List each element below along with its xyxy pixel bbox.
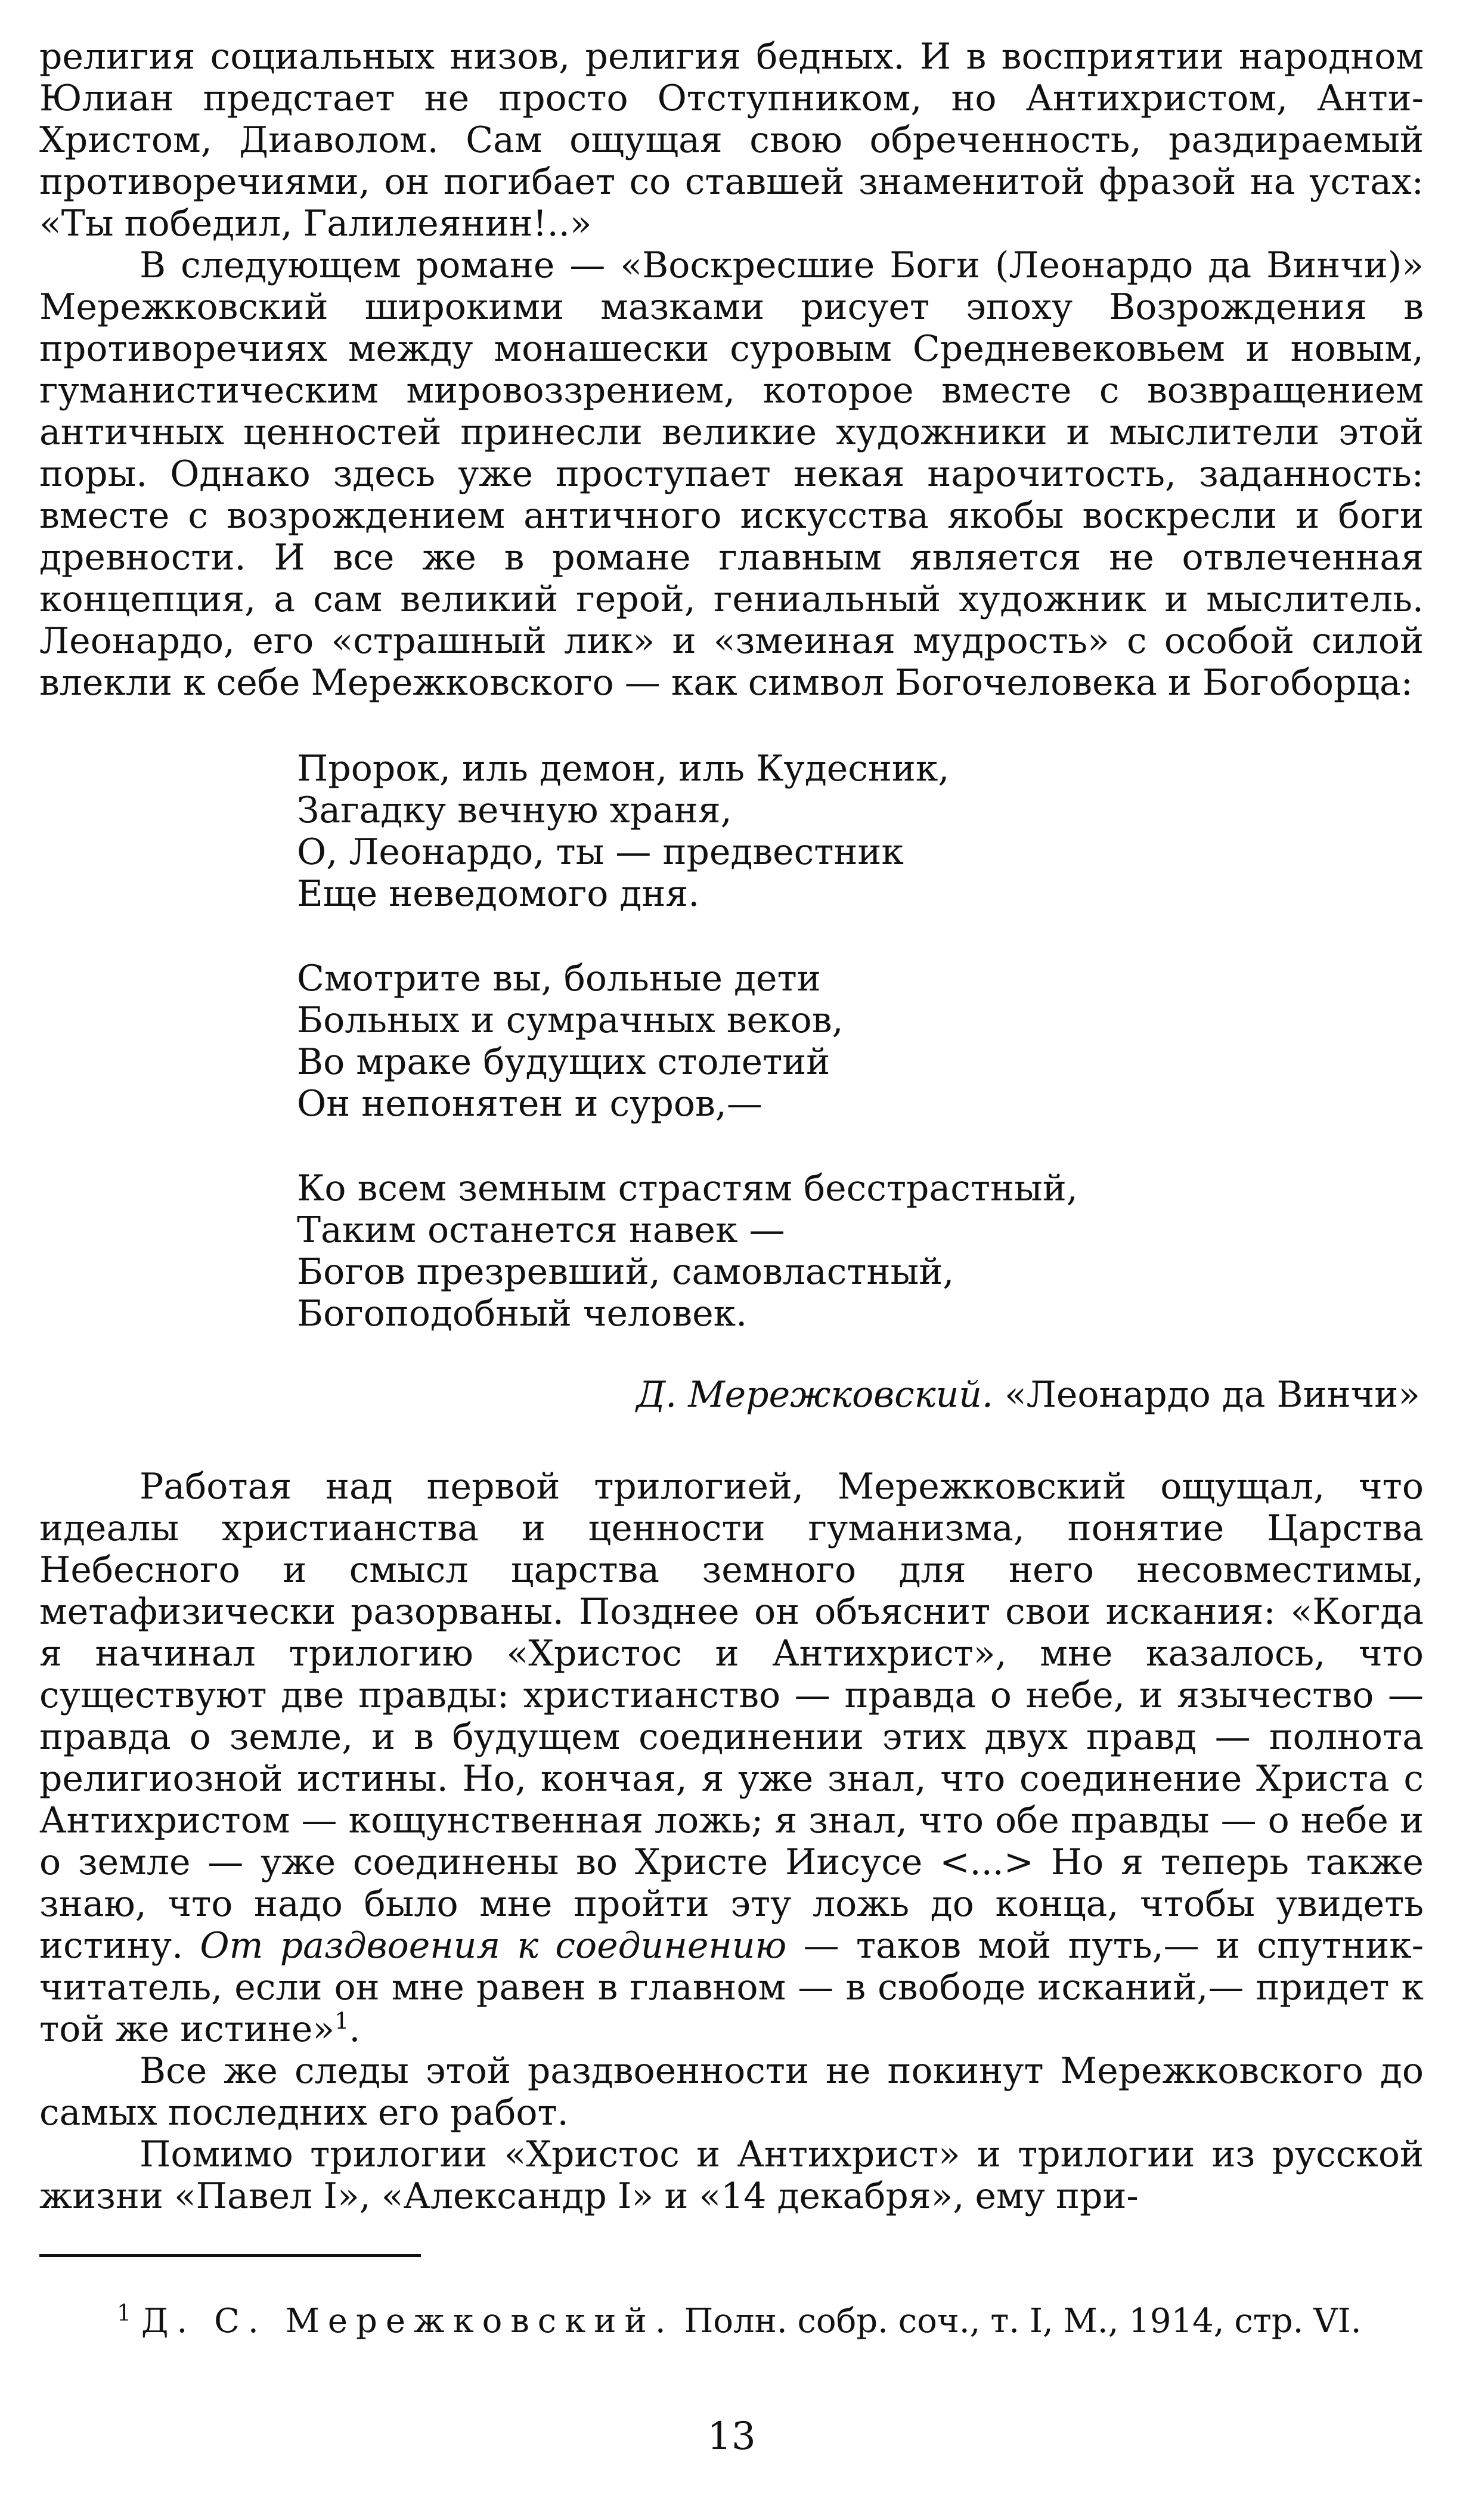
poem-line: Ко всем земным страстям бесстрастный, [297, 1168, 1078, 1209]
poem-line: Еще неведомого дня. [297, 873, 700, 915]
footnote-author: Д. С. Мережковский. [141, 2302, 674, 2341]
paragraph-4: Все же следы этой раздвоенности не покинут Мережковского до самых последних его работ. [39, 2050, 1424, 2134]
poem-line: Во мраке будущих столетий [297, 1041, 830, 1083]
paragraph-2: В следующем романе — «Воскресшие Боги (Леонардо да Винчи)» Мережковский широкими мазками рисует эпоху Возрождения в противоречиях между монашески суровым Средневековьем и новым, гуманистическим мировоззрением, которое вместе с возвращением античных ценностей принесли великие художники и мыслители этой поры. Однако здесь уже проступает некая нарочитость, заданность: вместе с возрождением античного искусства якобы воскресли и боги древности. И все же в романе главным является не отвлеченная концепция, а сам великий герой, гениальный художник и мыслитель. Леонардо, его «страшный лик» и «змеиная мудрость» с особой силой влекли к себе Мережковского — как символ Богочеловека и Богоборца: [39, 244, 1424, 704]
footnote-marker: 1 [117, 2299, 132, 2326]
paragraph-3-text-a: Работая над первой трилогией, Мережковский ощущал, что идеалы христианства и ценности гуманизма, понятие Царства Небесного и смысл царства земного для него несовместимы, метафизически разорваны. Позднее он объяснит свои искания: «Когда я начинал трилогию «Христос и Антихрист», мне казалось, что существуют две правды: христианство — правда о небе, и язычество — правда о земле, и в будущем соединении этих двух правд — полнота религиозной истины. Но, кончая, я уже знал, что соединение Христа с Антихристом — кощунственная ложь; я знал, что обе правды — о небе и о земле — уже соединены во Христе Иисусе <...> Но я теперь также знаю, что надо было мне пройти эту ложь до конца, чтобы увидеть истину. [39, 1466, 1424, 1967]
page-number: 13 [707, 2414, 756, 2459]
poem-attribution [39, 1374, 1420, 1416]
poem-stanza-2 [297, 958, 1424, 1125]
poem-stanza-3 [297, 1168, 1424, 1335]
poem-line: Таким останется навек — [297, 1209, 785, 1251]
poem-line: Больных и сумрачных веков, [297, 999, 844, 1041]
poem-line: Пророк, иль демон, иль Кудесник, [297, 748, 950, 790]
poem-line: Богов презревший, самовластный, [297, 1251, 954, 1293]
poem-line: Он непонятен и суров,— [297, 1083, 763, 1125]
footnote-text: Полн. собр. соч., т. I, М., 1914, стр. VI. [684, 2302, 1362, 2341]
paragraph-3-text-b: — таков мой путь,— и спутник-читатель, если он мне равен в главном — в свободе исканий,— придет к той же истине» [39, 1925, 1424, 2050]
paragraph-1: религия социальных низов, религия бедных. И в восприятии народном Юлиан предстает не просто Отступником, но Антихристом, Анти-Христом, Диаволом. Сам ощущая свою обреченность, раздираемый противоречиями, он погибает со ставшей знаменитой фразой на устах: «Ты победил, Галилеянин!..» [39, 36, 1424, 244]
poem-line: О, Леонардо, ты — предвестник [297, 831, 904, 873]
page-content [39, 36, 1424, 2342]
attribution-author: Д. Мережковский. [636, 1374, 993, 1416]
poem [297, 748, 1424, 1335]
footnote-reference[interactable]: 1 [334, 2008, 349, 2034]
attribution-work: «Леонардо да Винчи» [1005, 1374, 1420, 1416]
paragraph-5: Помимо трилогии «Христос и Антихрист» и трилогии из русской жизни «Павел I», «Александр I» и «14 декабря», ему при- [39, 2134, 1424, 2217]
poem-line: Загадку вечную храня, [297, 790, 732, 831]
poem-line: Смотрите вы, больные дети [297, 958, 821, 999]
paragraph-3-italic: От раздвоения к соединению [200, 1925, 787, 1967]
poem-stanza-1 [297, 748, 1424, 915]
poem-line: Богоподобный человек. [297, 1293, 748, 1335]
paragraph-3: Работая над первой трилогией, Мережковский ощущал, что идеалы христианства и ценности гуманизма, понятие Царства Небесного и смысл царства земного для него несовместимы, метафизически разорваны. Позднее он объяснит свои искания: «Когда я начинал трилогию «Христос и Антихрист», мне казалось, что существуют две правды: христианство — правда о небе, и язычество — правда о земле, и в будущем соединении этих двух правд — полнота религиозной истины. Но, кончая, я уже знал, что соединение Христа с Антихристом — кощунственная ложь; я знал, что обе правды — о небе и о земле — уже соединены во Христе Иисусе <...> Но я теперь также знаю, что надо было мне пройти эту ложь до конца, чтобы увидеть истину. От раздвоения к соединению — таков мой путь,— и спутник-читатель, если он мне равен в главном — в свободе исканий,— придет к той же истине»$^1$. [39, 1466, 1424, 2050]
footnote-divider [39, 2254, 421, 2257]
footnote [39, 2301, 1424, 2342]
